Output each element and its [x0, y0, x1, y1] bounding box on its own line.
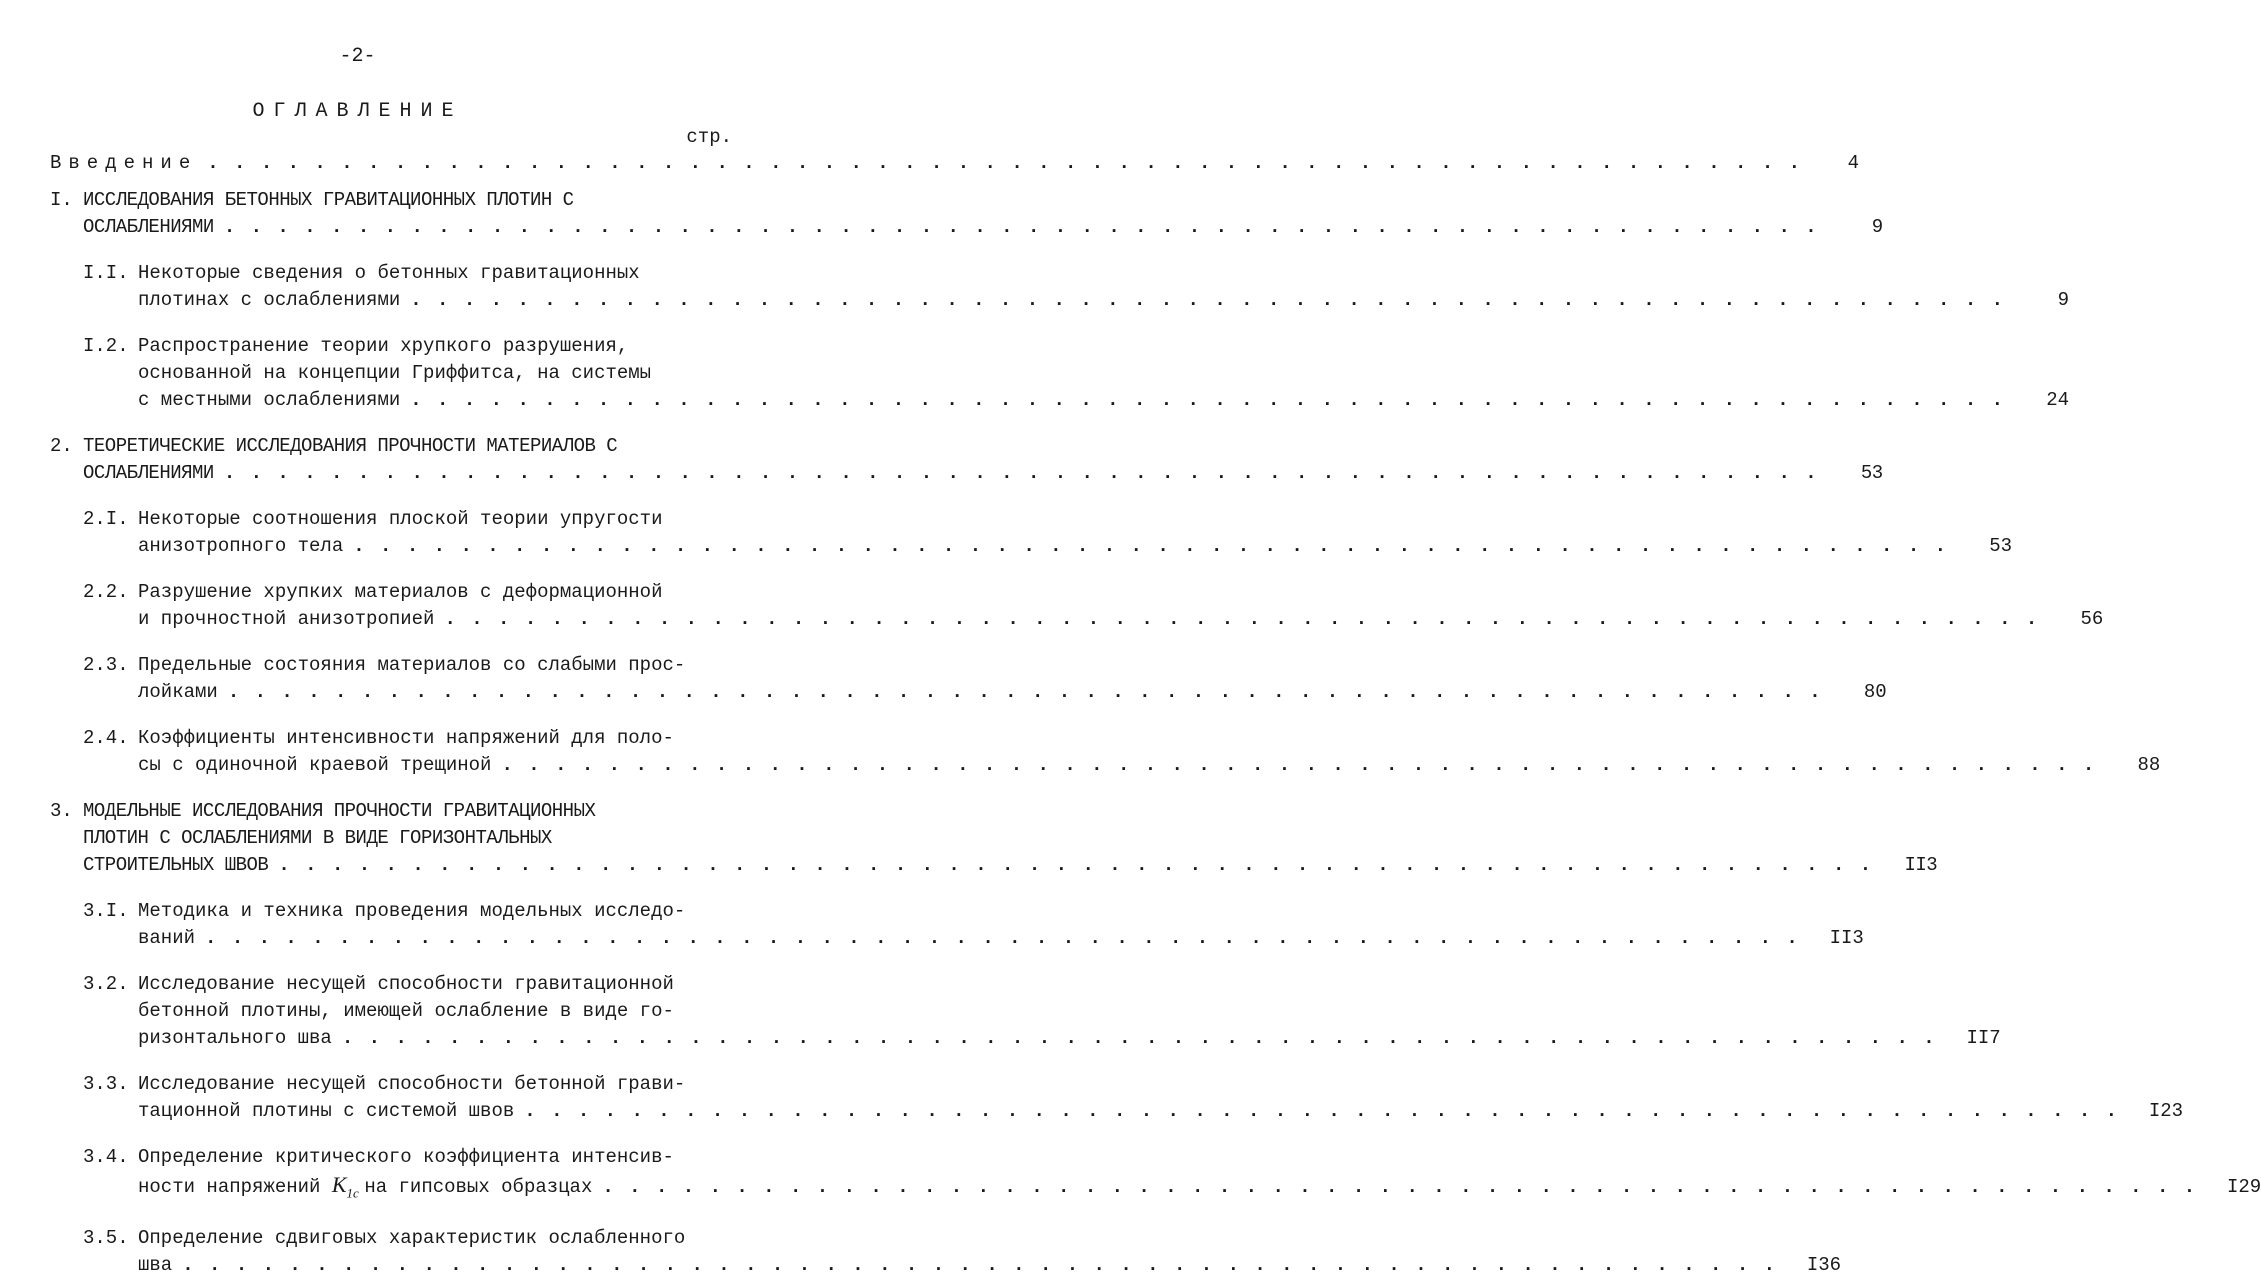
toc-entry-line: МОДЕЛЬНЫЕ ИССЛЕДОВАНИЯ ПРОЧНОСТИ ГРАВИТАЦИОННЫХ	[83, 800, 596, 822]
k-subscript: 1c	[346, 1185, 359, 1201]
toc-entry-number: 2.	[50, 435, 73, 457]
toc-entry-number: I.I.	[83, 262, 129, 284]
toc-entry-number: 2.2.	[83, 581, 129, 603]
toc-entry-chapter-3	[50, 798, 1938, 879]
toc-entry-number: 3.I.	[83, 900, 129, 922]
toc-entry-line: сы с одиночной краевой трещиной	[138, 754, 492, 776]
toc-entry-line: основанной на концепции Гриффитса, на системы	[138, 362, 652, 384]
toc-entry-line: и прочностной анизотропией	[138, 608, 435, 630]
toc-entry-page: II3	[1904, 854, 1938, 876]
leader-dots: . . . . . . . . . . . . . . . . . . . . . . . . . . . . . . . . . . . . . . . . . . . . . . . . . . . . . . . . . . . .	[410, 289, 2006, 311]
toc-entry-line: Методика и техника проведения модельных исследо-	[138, 900, 686, 922]
leader-dots: . . . . . . . . . . . . . . . . . . . . . . . . . . . . . . . . . . . . . . . . . . . . . . . . . . . . . . . . . . . .	[205, 927, 1800, 949]
page-number: -2-	[339, 45, 376, 68]
leader-dots: . . . . . . . . . . . . . . . . . . . . . . . . . . . . . . . . . . . . . . . . . . . . . . . . . . . . . . . . . . . .	[207, 152, 1803, 174]
toc-entry-page: II7	[1966, 1027, 2001, 1049]
toc-entry-page: 53	[1860, 462, 1883, 484]
toc-entry-line: СТРОИТЕЛЬНЫХ ШВОВ	[83, 854, 269, 876]
k1c-symbol	[331, 1172, 364, 1201]
toc-entry-line	[138, 1171, 592, 1206]
toc-entry-1-2	[50, 333, 2070, 414]
leader-dots: . . . . . . . . . . . . . . . . . . . . . . . . . . . . . . . . . . . . . . . . . . . . . . . . . . . . . . . . . . . .	[223, 462, 1819, 484]
toc-entry-page: I36	[1806, 1254, 1842, 1277]
toc-entry-3-1	[50, 898, 1864, 952]
toc-entry-page: I29	[2226, 1176, 2261, 1198]
toc-entry-page: 4	[1847, 152, 1867, 174]
leader-dots: . . . . . . . . . . . . . . . . . . . . . . . . . . . . . . . . . . . . . . . . . . . . . . . . . . . . . . . . . . . .	[182, 1254, 1778, 1277]
toc-entry-number: 3.3.	[83, 1073, 129, 1095]
toc-entry-number: 3.	[50, 800, 73, 822]
toc-entry-page: 24	[2046, 389, 2070, 411]
toc-entry-line: ТЕОРЕТИЧЕСКИЕ ИССЛЕДОВАНИЯ ПРОЧНОСТИ МАТЕРИАЛОВ С	[83, 435, 618, 457]
toc-entry-2-3	[50, 652, 1887, 706]
toc-entry-line: тационной плотины с системой швов	[138, 1100, 515, 1122]
toc-entry-line: ОСЛАБЛЕНИЯМИ	[83, 462, 214, 484]
leader-dots: . . . . . . . . . . . . . . . . . . . . . . . . . . . . . . . . . . . . . . . . . . . . . . . . . . . . . . . . . . . .	[602, 1176, 2198, 1198]
toc-entry-3-5	[50, 1225, 1842, 1279]
toc-entry-chapter-1	[50, 187, 1883, 241]
toc-entry-number: 2.I.	[83, 508, 129, 530]
toc-entry-line: Определение критического коэффициента интенсив-	[138, 1146, 674, 1168]
toc-entry-number: 2.4.	[83, 727, 129, 749]
toc-entry-line: Разрушение хрупких материалов с деформационной	[138, 581, 663, 603]
toc-entry-line: с местными ослаблениями	[138, 389, 401, 411]
toc-entry-line-tail: на гипсовых образцах	[364, 1176, 593, 1198]
toc-entry-line-text: ности напряжений	[138, 1176, 321, 1198]
toc-entry-line: Предельные состояния материалов со слабыми прос-	[138, 654, 686, 676]
toc-entry-line: шва	[138, 1254, 173, 1277]
toc-entry-1-1	[50, 260, 2070, 314]
toc-entry-3-3	[50, 1071, 2184, 1125]
toc-entry-page: 56	[2080, 608, 2104, 630]
toc-entry-number: I.	[50, 189, 73, 211]
toc-entry-number: 3.5.	[83, 1227, 129, 1250]
toc-entry-page: 53	[1989, 535, 2013, 557]
toc-entry-line: плотинах с ослаблениями	[138, 289, 401, 311]
leader-dots: . . . . . . . . . . . . . . . . . . . . . . . . . . . . . . . . . . . . . . . . . . . . . . . . . . . . . . . . . . . .	[501, 754, 2097, 776]
toc-entry-2-1	[50, 506, 2013, 560]
toc-entry-line: Исследование несущей способности бетонной грави-	[138, 1073, 686, 1095]
toc-entry-line: Коэффициенты интенсивности напряжений для поло-	[138, 727, 674, 749]
toc-entry-page: 80	[1863, 681, 1887, 703]
page-column-label: стр.	[686, 126, 732, 148]
toc-entry-line: ваний	[138, 927, 196, 949]
leader-dots: . . . . . . . . . . . . . . . . . . . . . . . . . . . . . . . . . . . . . . . . . . . . . . . . . . . . . . . . . . . .	[353, 535, 1949, 557]
toc-entry-line: Некоторые соотношения плоской теории упругости	[138, 508, 663, 530]
leader-dots: . . . . . . . . . . . . . . . . . . . . . . . . . . . . . . . . . . . . . . . . . . . . . . . . . . . . . . . . . . . .	[223, 216, 1819, 238]
toc-entry-title: Введение	[50, 152, 198, 174]
table-of-contents	[50, 150, 2261, 1279]
toc-entry-chapter-2	[50, 433, 1883, 487]
toc-entry-line: ризонтального шва	[138, 1027, 332, 1049]
toc-entry-line: бетонной плотины, имеющей ослабление в виде го-	[138, 1000, 674, 1022]
toc-entry-page: 9	[1871, 216, 1883, 238]
toc-entry-line: ПЛОТИН С ОСЛАБЛЕНИЯМИ В ВИДЕ ГОРИЗОНТАЛЬНЫХ	[83, 827, 552, 849]
toc-entry-line: ОСЛАБЛЕНИЯМИ	[83, 216, 214, 238]
leader-dots: . . . . . . . . . . . . . . . . . . . . . . . . . . . . . . . . . . . . . . . . . . . . . . . . . . . . . . . . . . . .	[410, 389, 2006, 411]
toc-entry-line: анизотропного тела	[138, 535, 344, 557]
toc-entry-page: II3	[1829, 927, 1864, 949]
toc-entry-number: 2.3.	[83, 654, 129, 676]
toc-heading: ОГЛАВЛЕНИЕ	[252, 100, 463, 123]
toc-entry-number: 3.2.	[83, 973, 129, 995]
toc-entry-page: 9	[2057, 289, 2070, 311]
toc-entry-number: I.2.	[83, 335, 129, 357]
toc-entry-line: ИССЛЕДОВАНИЯ БЕТОННЫХ ГРАВИТАЦИОННЫХ ПЛОТИН С	[83, 189, 574, 211]
toc-entry-line: Распространение теории хрупкого разрушения,	[138, 335, 629, 357]
toc-entry-page: 88	[2137, 754, 2161, 776]
leader-dots: . . . . . . . . . . . . . . . . . . . . . . . . . . . . . . . . . . . . . . . . . . . . . . . . . . . . . . . . . . . .	[524, 1100, 2120, 1122]
leader-dots: . . . . . . . . . . . . . . . . . . . . . . . . . . . . . . . . . . . . . . . . . . . . . . . . . . . . . . . . . . . .	[278, 854, 1874, 876]
toc-entry-intro	[50, 150, 1867, 177]
leader-dots: . . . . . . . . . . . . . . . . . . . . . . . . . . . . . . . . . . . . . . . . . . . . . . . . . . . . . . . . . . . .	[341, 1027, 1937, 1049]
toc-entry-2-4	[50, 725, 2161, 779]
toc-entry-3-4	[50, 1144, 2261, 1206]
toc-entry-number: 3.4.	[83, 1146, 129, 1168]
toc-entry-3-2	[50, 971, 2001, 1052]
toc-entry-line: лойками	[138, 681, 218, 703]
toc-entry-line: Некоторые сведения о бетонных гравитационных	[138, 262, 640, 284]
toc-entry-page: I23	[2148, 1100, 2184, 1122]
leader-dots: . . . . . . . . . . . . . . . . . . . . . . . . . . . . . . . . . . . . . . . . . . . . . . . . . . . . . . . . . . . .	[227, 681, 1823, 703]
toc-entry-line: Исследование несущей способности гравитационной	[138, 973, 674, 995]
k-letter: K	[331, 1172, 347, 1197]
toc-entry-2-2	[50, 579, 2104, 633]
toc-entry-line: Определение сдвиговых характеристик ослабленного	[138, 1227, 686, 1250]
leader-dots: . . . . . . . . . . . . . . . . . . . . . . . . . . . . . . . . . . . . . . . . . . . . . . . . . . . . . . . . . . . .	[444, 608, 2040, 630]
